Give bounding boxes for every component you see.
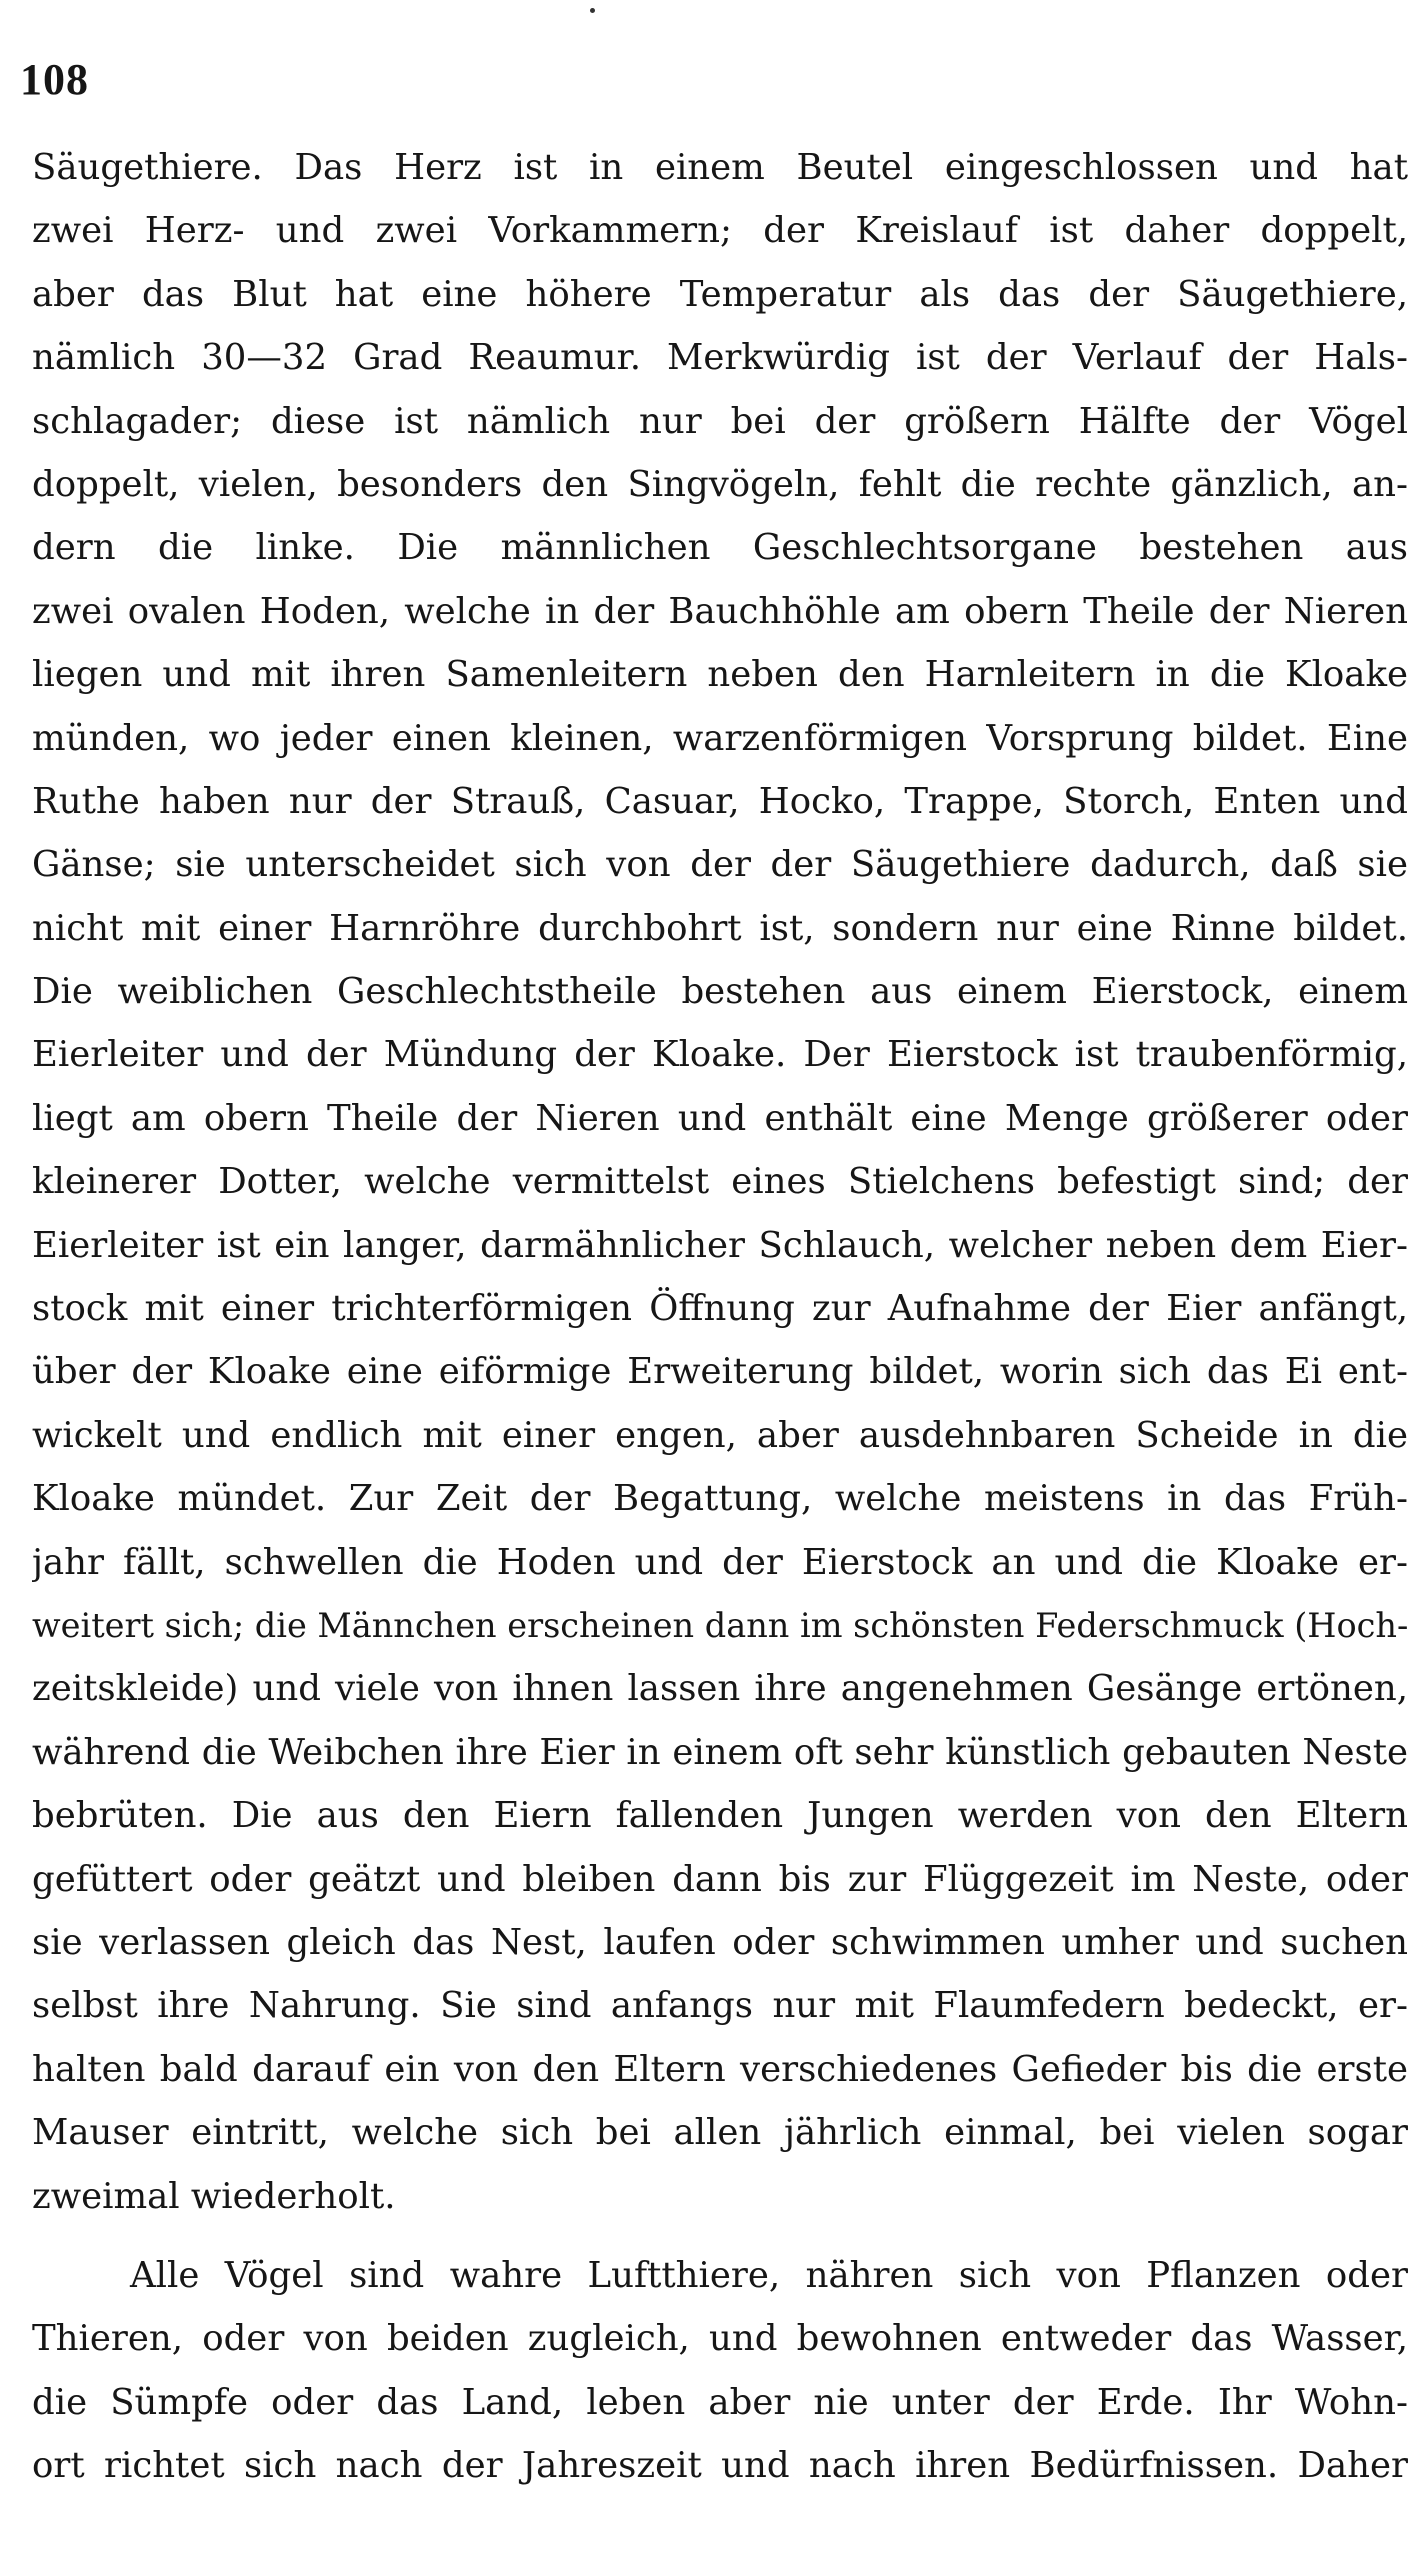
text-line: jahr fällt, schwellen die Hoden und der Eierstock an und die Kloake er-: [32, 1541, 1408, 1583]
text-line: weitert sich; die Männchen erscheinen dann im schönsten Federschmuck (Hoch-: [32, 1605, 1408, 1645]
text-line: Mauser eintritt, welche sich bei allen jährlich einmal, bei vielen sogar: [32, 2112, 1408, 2154]
text-line: zwei Herz- und zwei Vorkammern; der Kreislauf ist daher doppelt,: [32, 210, 1408, 252]
text-line: gefüttert oder geätzt und bleiben dann bis zur Flüggezeit im Neste, oder: [32, 1858, 1408, 1900]
ink-speck: [590, 8, 595, 13]
text-line: bebrüten. Die aus den Eiern fallenden Jungen werden von den Eltern: [32, 1795, 1408, 1837]
text-line: zeitskleide) und viele von ihnen lassen ihre angenehmen Gesänge ertönen,: [32, 1668, 1408, 1710]
text-line: nicht mit einer Harnröhre durchbohrt ist, sondern nur eine Rinne bildet.: [32, 907, 1408, 949]
paragraph-2: [32, 2244, 1408, 2498]
text-line: Säugethiere. Das Herz ist in einem Beutel eingeschlossen und hat: [32, 147, 1408, 188]
text-line: selbst ihre Nahrung. Sie sind anfangs nur mit Flaumfedern bedeckt, er-: [32, 1985, 1408, 2027]
text-line: aber das Blut hat eine höhere Temperatur als das der Säugethiere,: [32, 273, 1408, 315]
text-line: über der Kloake eine eiförmige Erweiterung bildet, worin sich das Ei ent-: [32, 1351, 1408, 1393]
text-line: Gänse; sie unterscheidet sich von der der Säugethiere dadurch, daß sie: [32, 844, 1408, 886]
text-line: halten bald darauf ein von den Eltern verschiedenes Gefieder bis die erste: [32, 2048, 1408, 2090]
text-line: Alle Vögel sind wahre Luftthiere, nähren sich von Pflanzen oder: [130, 2255, 1408, 2296]
text-line: die Sümpfe oder das Land, leben aber nie unter der Erde. Ihr Wohn-: [32, 2381, 1408, 2423]
text-line: liegt am obern Theile der Nieren und enthält eine Menge größerer oder: [32, 1097, 1408, 1139]
paragraph-1: [32, 136, 1408, 2228]
text-line: doppelt, vielen, besonders den Singvögeln, fehlt die rechte gänzlich, an-: [32, 463, 1408, 505]
text-line: kleinerer Dotter, welche vermittelst eines Stielchens befestigt sind; der: [32, 1161, 1408, 1203]
page-number: 108: [20, 55, 89, 104]
text-line: Eierleiter ist ein langer, darmähnlicher Schlauch, welcher neben dem Eier-: [32, 1224, 1408, 1266]
text-line: Ruthe haben nur der Strauß, Casuar, Hocko, Trappe, Storch, Enten und: [32, 780, 1408, 822]
text-line: dern die linke. Die männlichen Geschlechtsorgane bestehen aus: [32, 527, 1408, 569]
text-line: zwei ovalen Hoden, welche in der Bauchhöhle am obern Theile der Nieren: [32, 590, 1408, 632]
text-line: sie verlassen gleich das Nest, laufen oder schwimmen umher und suchen: [32, 1921, 1408, 1963]
text-line: nämlich 30—32 Grad Reaumur. Merkwürdig ist der Verlauf der Hals-: [32, 337, 1408, 379]
text-line: zweimal wiederholt.: [32, 2175, 396, 2217]
text-line: stock mit einer trichterförmigen Öffnung zur Aufnahme der Eier anfängt,: [32, 1288, 1408, 1330]
text-line: ort richtet sich nach der Jahreszeit und nach ihren Bedürfnissen. Daher: [32, 2445, 1408, 2487]
text-line: schlagader; diese ist nämlich nur bei der größern Hälfte der Vögel: [32, 400, 1408, 442]
text-line: liegen und mit ihren Samenleitern neben den Harnleitern in die Kloake: [32, 654, 1408, 696]
text-line: münden, wo jeder einen kleinen, warzenförmigen Vorsprung bildet. Eine: [32, 717, 1408, 759]
text-line: Kloake mündet. Zur Zeit der Begattung, welche meistens in das Früh-: [32, 1478, 1408, 1520]
text-line: während die Weibchen ihre Eier in einem oft sehr künstlich gebauten Neste: [32, 1731, 1408, 1773]
text-line: Thieren, oder von beiden zugleich, und bewohnen entweder das Wasser,: [32, 2318, 1408, 2360]
text-line: Eierleiter und der Mündung der Kloake. Der Eierstock ist traubenförmig,: [32, 1034, 1408, 1076]
text-line: Die weiblichen Geschlechtstheile bestehen aus einem Eierstock, einem: [32, 971, 1408, 1013]
text-line: wickelt und endlich mit einer engen, aber ausdehnbaren Scheide in die: [32, 1414, 1408, 1456]
